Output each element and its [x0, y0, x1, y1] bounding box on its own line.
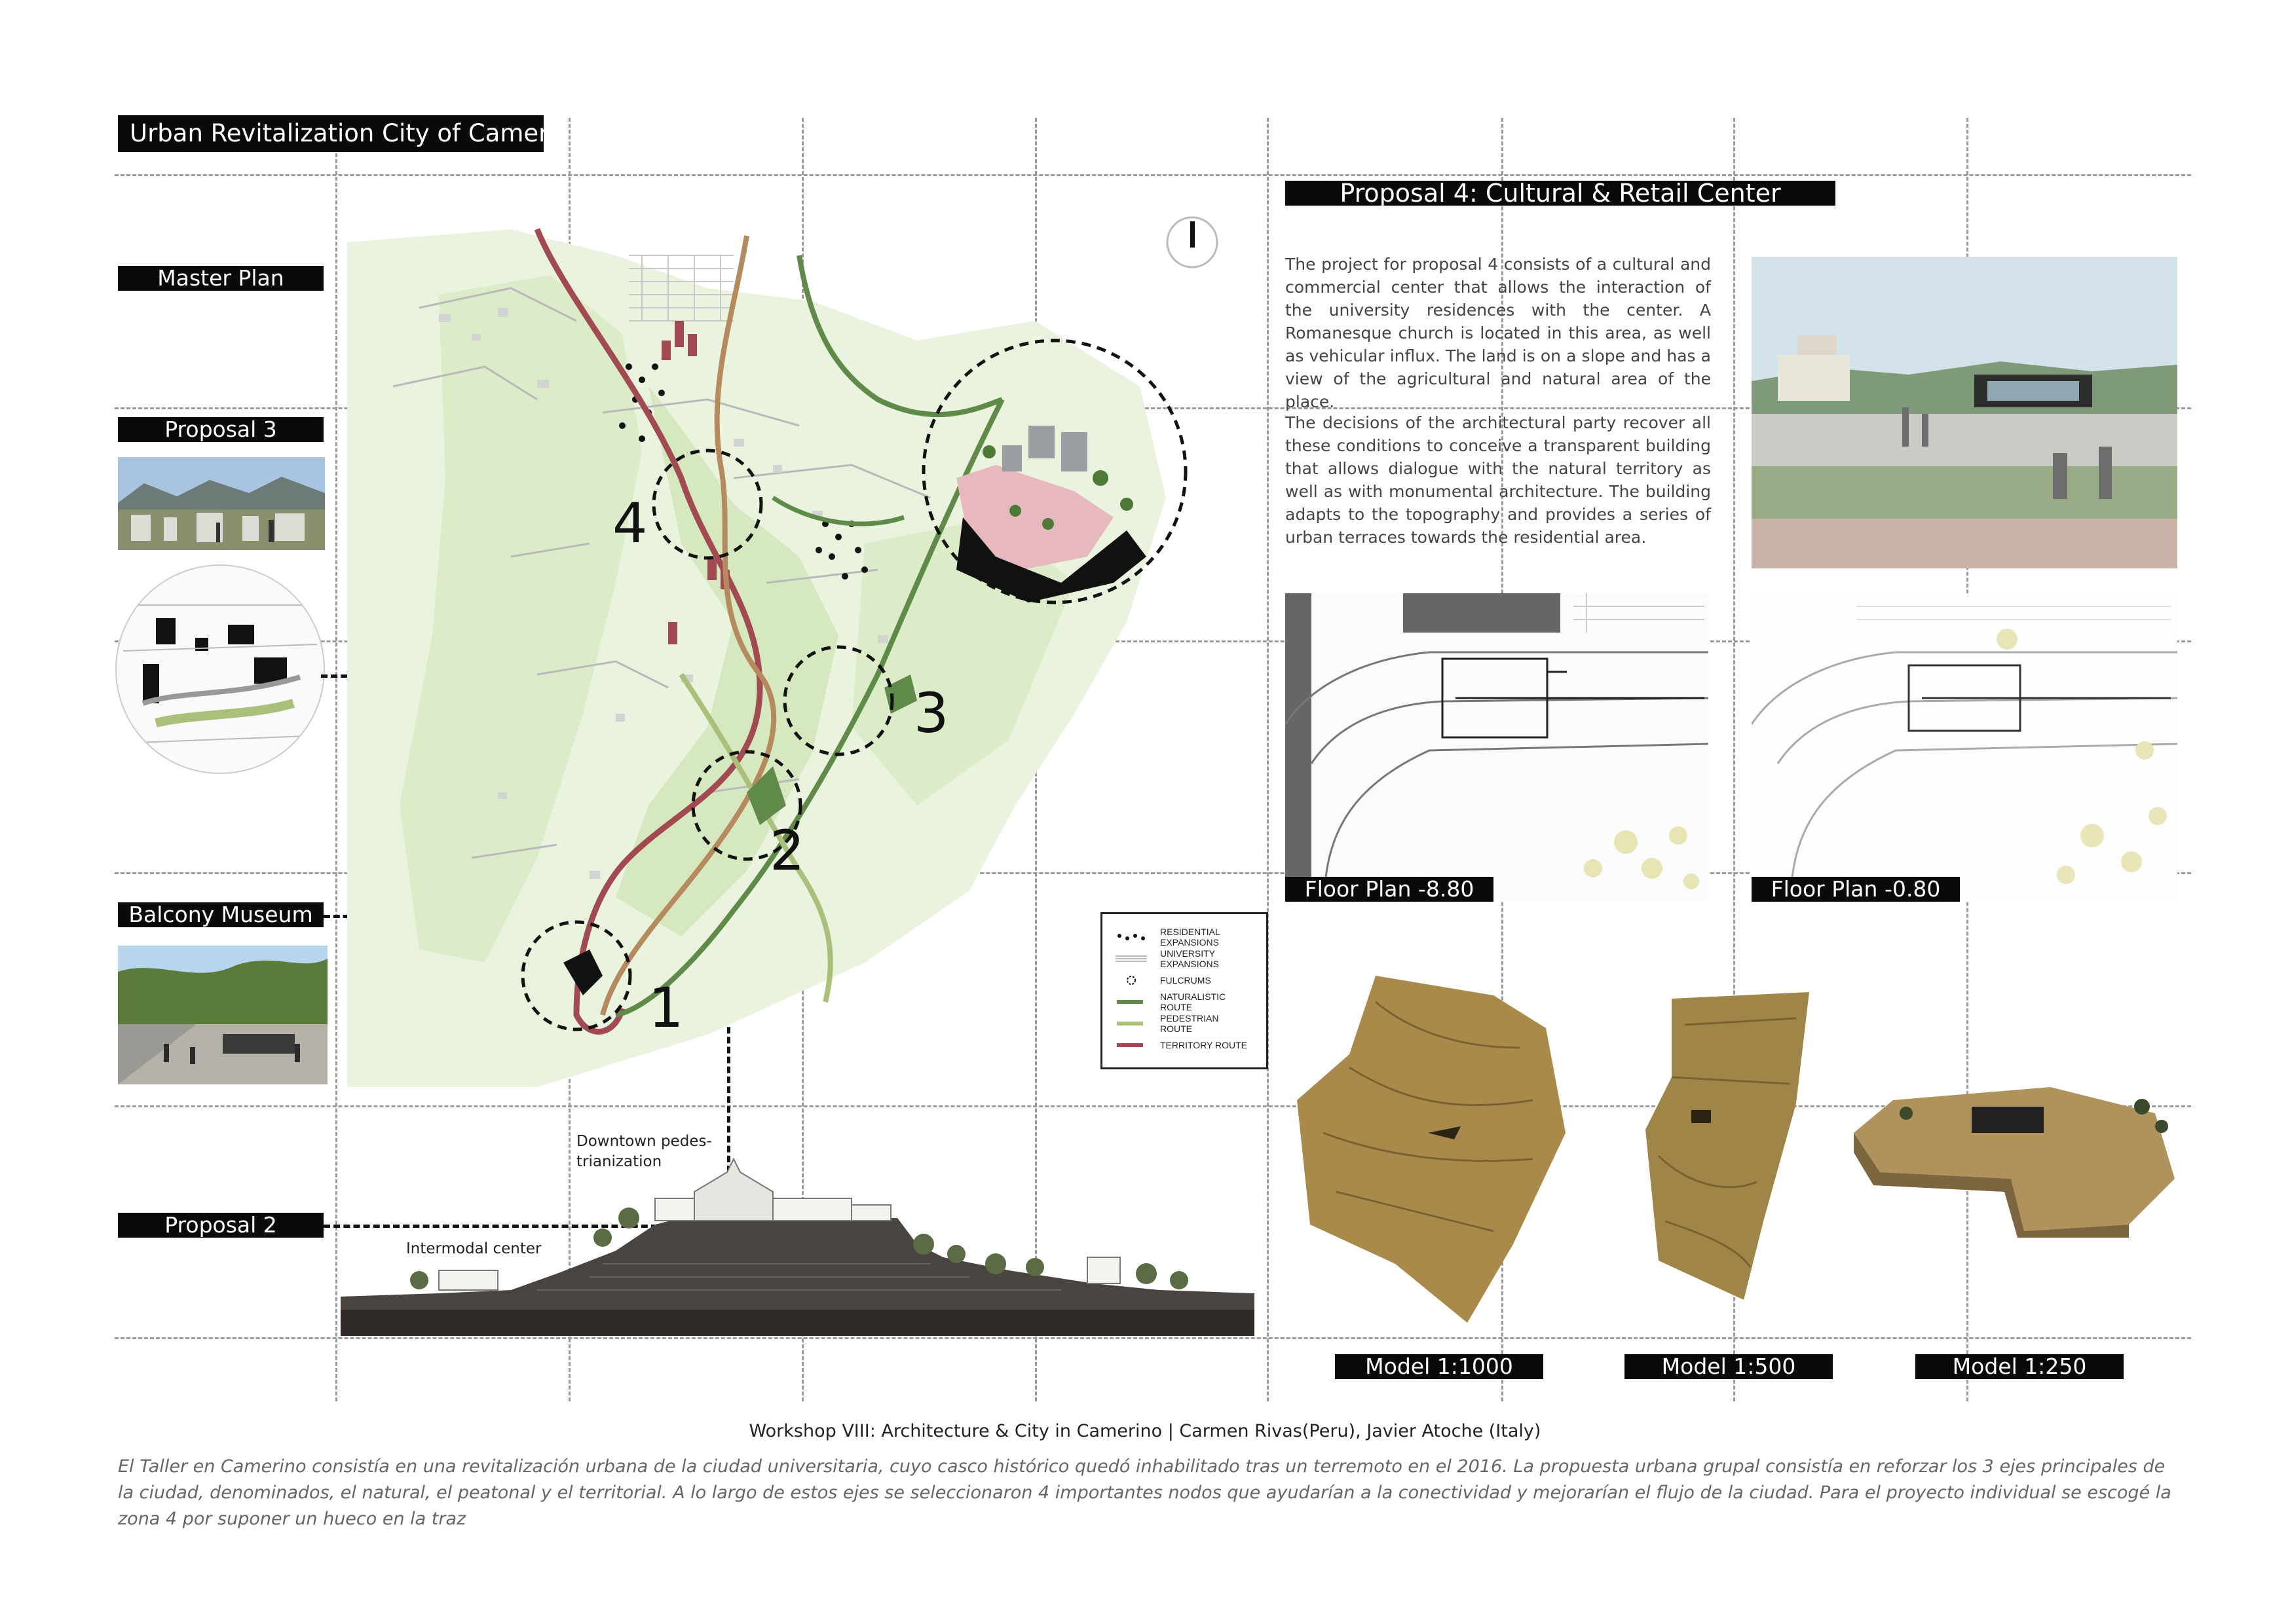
node-number-4: 4 [612, 491, 648, 555]
proposal-3-label: Proposal 3 [118, 417, 324, 442]
master-plan-label: Master Plan [118, 266, 324, 291]
intermodal-label: Intermodal center [406, 1240, 542, 1257]
proposal-4-paragraph-2: The decisions of the architectural party recover all these conditions to conceive a transparent building that allows dialogue with the natural territory as well as with monumental architecture. The building adapts to the topography and provides a series of urban terraces towards the residential area. [1285, 413, 1711, 547]
proposal-4-paragraph-1: The project for proposal 4 consists of a cultural and commercial center that allows the interaction of the university residences with the center. A Romanesque church is located in this area, as well as vehicular influx. The land is on a slope and has a view of the agricultural and natural area of the place. [1285, 255, 1711, 411]
dots-icon [1116, 932, 1147, 942]
legend-label: FULCRUMS [1160, 974, 1211, 986]
grid-line [115, 174, 2191, 176]
proposal-3-plan-circle [115, 564, 325, 774]
node-number-3: 3 [914, 681, 949, 745]
downtown-label: Downtown pedes- trianization [576, 1133, 712, 1170]
proposal-3-photo [118, 457, 325, 550]
legend-label: RESIDENTIAL EXPANSIONS [1160, 926, 1220, 948]
model-1-500-photo [1645, 986, 1816, 1300]
proposal-2-label: Proposal 2 [118, 1213, 324, 1238]
model-1-1000-label: Model 1:1000 [1335, 1354, 1543, 1379]
section-illustration [341, 1133, 1254, 1336]
line-icon [1116, 1041, 1147, 1050]
hatch-lines-icon [1116, 954, 1147, 963]
legend-item-pedestrian [1116, 1012, 1253, 1034]
footer-description: El Taller en Camerino consistía en una revitalización urbana de la ciudad universitaria, cuyo casco histórico quedó inhabilitado tras un terremoto en el 2016. La propuesta urbana grupal consistía en reforzar los 3 ejes principales de la ciudad, denominados, el natural, el peatonal y el territorial. A lo largo de estos ejes se seleccionaron 4 importantes nodos que ayudarían a la conectividad y mejorarían el flujo de la ciudad. Para el proyecto individual se escogé la zona 4 por suponer un hueco en la traz [118, 1456, 2171, 1529]
balcony-museum-photo [118, 946, 328, 1084]
floor-plan-1-label: Floor Plan -8.80 [1285, 877, 1493, 902]
grid-line [115, 1337, 2191, 1339]
legend-label: PEDESTRIAN ROUTE [1160, 1012, 1219, 1034]
floor-plan-minus-8-80 [1285, 593, 1708, 901]
map-legend [1100, 912, 1268, 1069]
legend-label: UNIVERSITY EXPANSIONS [1160, 948, 1219, 969]
model-illustration [1645, 986, 1816, 1300]
grid-line [335, 118, 337, 1401]
site-plan-illustration [117, 566, 324, 773]
legend-item-territory [1116, 1034, 1253, 1056]
model-illustration [1854, 1074, 2181, 1238]
line-icon [1116, 1019, 1147, 1028]
model-1-500-label: Model 1:500 [1624, 1354, 1833, 1379]
line-icon [1116, 997, 1147, 1006]
floor-plan-drawing [1752, 593, 2177, 901]
model-1-250-label: Model 1:250 [1915, 1354, 2124, 1379]
dashed-circle-icon [1116, 976, 1147, 985]
page-title: Urban Revitalization City of Camerino [118, 115, 544, 152]
floor-plan-2-label: Floor Plan -0.80 [1752, 877, 1960, 902]
museum-photo-illustration [118, 946, 328, 1084]
node-number-2: 2 [770, 819, 805, 883]
landscape-photo-illustration [118, 457, 325, 550]
grid-line [1267, 118, 1269, 1401]
model-1-250-photo [1854, 1074, 2181, 1238]
node-number-1: 1 [648, 976, 684, 1040]
balcony-museum-label: Balcony Museum [118, 902, 324, 927]
legend-item-fulcrums [1116, 969, 1253, 991]
model-1-1000-photo [1297, 969, 1572, 1323]
legend-item-naturalistic [1116, 991, 1253, 1012]
legend-label: NATURALISTIC ROUTE [1160, 991, 1226, 1012]
urban-section-drawing [341, 1133, 1254, 1336]
proposal-4-title: Proposal 4: Cultural & Retail Center [1285, 181, 1835, 206]
floor-plan-drawing [1285, 593, 1708, 901]
floor-plan-minus-0-80 [1752, 593, 2177, 901]
legend-item-university [1116, 948, 1253, 969]
legend-item-residential [1116, 926, 1253, 948]
footer-credit: Workshop VIII: Architecture & City in Camerino | Carmen Rivas(Peru), Javier Atoche (Italy) [749, 1421, 1541, 1441]
render-illustration [1752, 257, 2177, 568]
proposal-4-render [1752, 257, 2177, 568]
model-illustration [1297, 969, 1572, 1323]
legend-label: TERRITORY ROUTE [1160, 1039, 1248, 1050]
